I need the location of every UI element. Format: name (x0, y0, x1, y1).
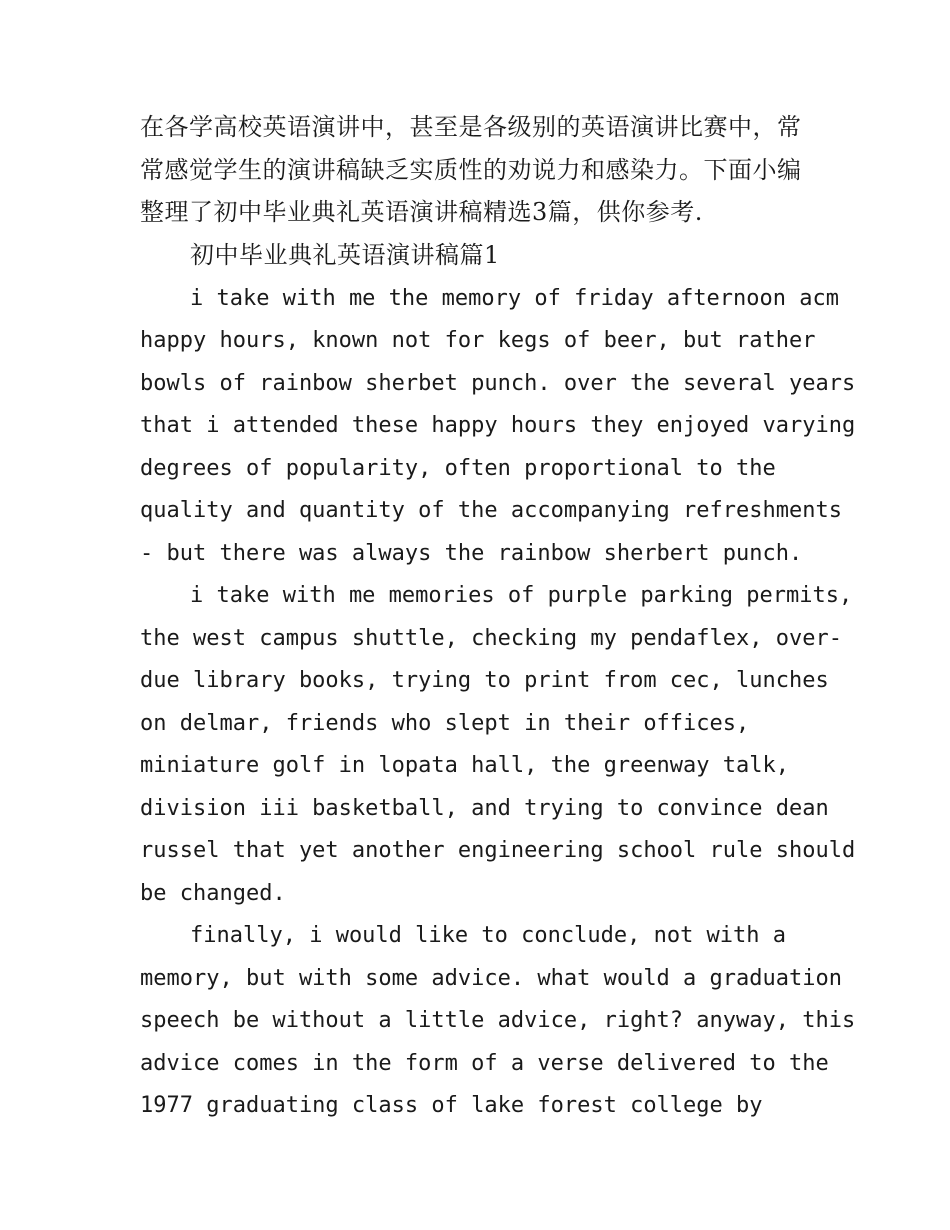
paragraph-line: on delmar, friends who slept in their offices, (140, 711, 750, 736)
paragraph-line: speech be without a little advice, right? anyway, this (140, 1008, 856, 1033)
paragraph-line: division iii basketball, and trying to convince dean (140, 796, 829, 821)
paragraph-line: i take with me memories of purple parking permits, (190, 583, 853, 608)
paragraph-line: quality and quantity of the accompanying refreshments (140, 498, 842, 523)
paragraph-line: russel that yet another engineering school rule should (140, 838, 856, 863)
intro-line: 在各学高校英语演讲中，甚至是各级别的英语演讲比赛中，常 (140, 113, 802, 141)
paragraph-line: miniature golf in lopata hall, the greenway talk, (140, 753, 790, 778)
paragraph-line: degrees of popularity, often proportional to the (140, 456, 776, 481)
intro-line: 整理了初中毕业典礼英语演讲稿精选3篇，供你参考. (140, 198, 703, 226)
paragraph-line: that i attended these happy hours they enjoyed varying (140, 413, 856, 438)
paragraph-line: due library books, trying to print from cec, lunches (140, 668, 829, 693)
paragraph-line: finally, i would like to conclude, not with a (190, 923, 787, 948)
paragraph-line: 1977 graduating class of lake forest college by (140, 1093, 763, 1118)
paragraph-line: be changed. (140, 881, 286, 906)
intro-line: 常感觉学生的演讲稿缺乏实质性的劝说力和感染力。下面小编 (140, 156, 802, 184)
paragraph-line: the west campus shuttle, checking my pendaflex, over- (140, 626, 842, 651)
paragraph-line: i take with me the memory of friday afternoon acm (190, 286, 840, 311)
section-heading: 初中毕业典礼英语演讲稿篇1 (190, 241, 500, 269)
paragraph-line: - but there was always the rainbow sherbert punch. (140, 541, 803, 566)
paragraph-line: advice comes in the form of a verse delivered to the (140, 1051, 829, 1076)
paragraph-line: happy hours, known not for kegs of beer, but rather (140, 328, 816, 353)
paragraph-line: bowls of rainbow sherbet punch. over the several years (140, 371, 856, 396)
paragraph-line: memory, but with some advice. what would a graduation (140, 966, 842, 991)
